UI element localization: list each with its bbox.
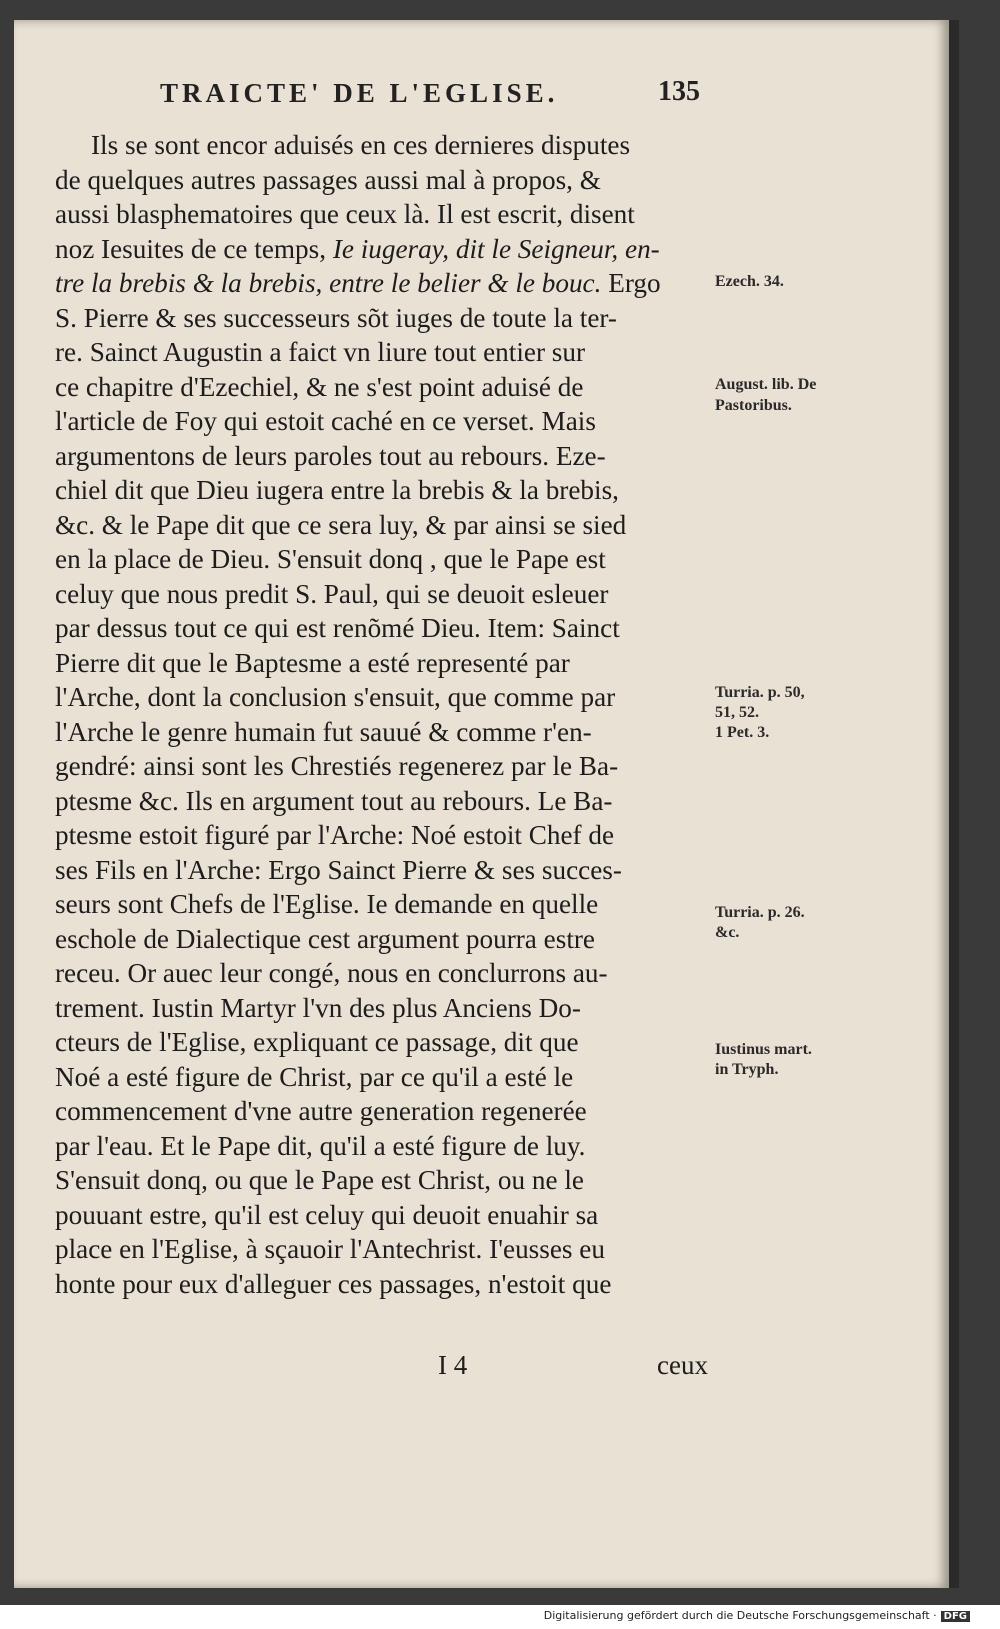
text-line: gendré: ainsi sont les Chrestiés regenerez par le Ba- [55,751,619,781]
text-line: eschole de Dialectique cest argument pourra estre [55,923,595,954]
italic-quote: Ie iugeray, dit le Seigneur, en- [332,233,660,264]
text-line: Ils se sont encor aduisés en ces dernieres disputes [91,130,631,160]
margin-note-ezech: Ezech. 34. [715,273,784,290]
text-line: l'Arche le genre humain fut sauué & comme r'en- [55,716,592,747]
text-line: ses Fils en l'Arche: Ergo Sainct Pierre & ses succes- [55,854,622,885]
text-line: cteurs de l'Eglise, expliquant ce passage, dit que [55,1027,579,1057]
text-span: noz Iesuites de ce temps, [55,233,327,264]
text-line: seurs sont Chefs de l'Eglise. Ie demande en quelle [55,889,599,919]
text-line: celuy que nous predit S. Paul, qui se deuoit esleuer [55,578,609,609]
text-line: l'article de Foy qui estoit caché en ce verset. Mais [55,406,596,436]
text-line: l'Arche, dont la conclusion s'ensuit, que comme par [55,682,616,712]
text-line: chiel dit que Dieu iugera entre la brebis & la brebis, [55,475,619,505]
digitization-credit [544,1609,970,1622]
text-line: S. Pierre & ses successeurs sõt iuges de toute la ter- [55,302,617,333]
text-line: place en l'Eglise, à sçauoir l'Antechrist. I'eusses eu [55,1234,605,1264]
margin-note-turria: Turria. p. 50, [715,684,805,701]
text-line: par l'eau. Et le Pape dit, qu'il a esté figure de luy. [55,1130,586,1161]
text-line: trement. Iustin Martyr l'vn des plus Anciens Do- [55,992,581,1023]
margin-note-turria: &c. [715,924,740,941]
text-line: aussi blasphematoires que ceux là. Il est escrit, disent [55,199,635,229]
text-line: pouuant estre, qu'il est celuy qui deuoit enuahir sa [55,1199,599,1230]
text-line: Pierre dit que le Baptesme a esté representé par [55,647,570,678]
text-line: ptesme &c. Ils en argument tout au rebours. Le Ba- [55,785,613,816]
text-line: en la place de Dieu. S'ensuit donq , que le Pape est [55,544,606,574]
text-line: receu. Or auec leur congé, nous en conclurrons au- [55,958,608,988]
dfg-logo-icon: DFG [941,1611,970,1622]
text-line: argumentons de leurs paroles tout au rebours. Eze- [55,440,606,471]
text-line [55,266,705,301]
running-title: TRAICTE' DE L'EGLISE. [160,78,559,108]
text-span: Ergo [608,268,661,298]
margin-note-iustin: in Tryph. [715,1061,779,1078]
credit-text: Digitalisierung gefördert durch die Deutsche Forschungsgemeinschaft · [543,1609,937,1622]
folio-number: 135 [658,76,700,107]
margin-note-turria: 51, 52. [715,704,759,721]
text-line: honte pour eux d'alleguer ces passages, n'estoit que [55,1268,612,1299]
margin-note-august: Pastoribus. [715,397,792,414]
text-line: re. Sainct Augustin a faict vn liure tout entier sur [55,337,586,367]
text-line: S'ensuit donq, ou que le Pape est Christ, ou ne le [55,1165,584,1195]
margin-note-turria: 1 Pet. 3. [715,724,770,741]
text-line: par dessus tout ce qui est renõmé Dieu. Item: Sainct [55,613,620,643]
italic-quote: tre la brebis & la brebis, entre le belier & le bouc. [55,268,602,298]
text-line: ptesme estoit figuré par l'Arche: Noé estoit Chef de [55,820,615,850]
page-footer [438,1350,708,1384]
margin-note-iustin: Iustinus mart. [715,1041,812,1058]
text-line [55,232,705,267]
text-line: commencement d'vne autre generation regenerée [55,1096,587,1126]
text-line: ce chapitre d'Ezechiel, & ne s'est point aduisé de [55,371,584,402]
catchword: ceux [657,1350,708,1380]
text-line: &c. & le Pape dit que ce sera luy, & par ainsi se sied [55,509,627,540]
text-body [55,128,705,1301]
page-header [160,72,700,112]
margin-note-august: August. lib. De [715,376,817,393]
text-line: de quelques autres passages aussi mal à propos, & [55,164,601,195]
signature-mark: I 4 [438,1350,468,1380]
margin-note-turria: Turria. p. 26. [715,904,805,921]
page-edge [949,20,959,1588]
text-line: Noé a esté figure de Christ, par ce qu'il a esté le [55,1061,574,1092]
